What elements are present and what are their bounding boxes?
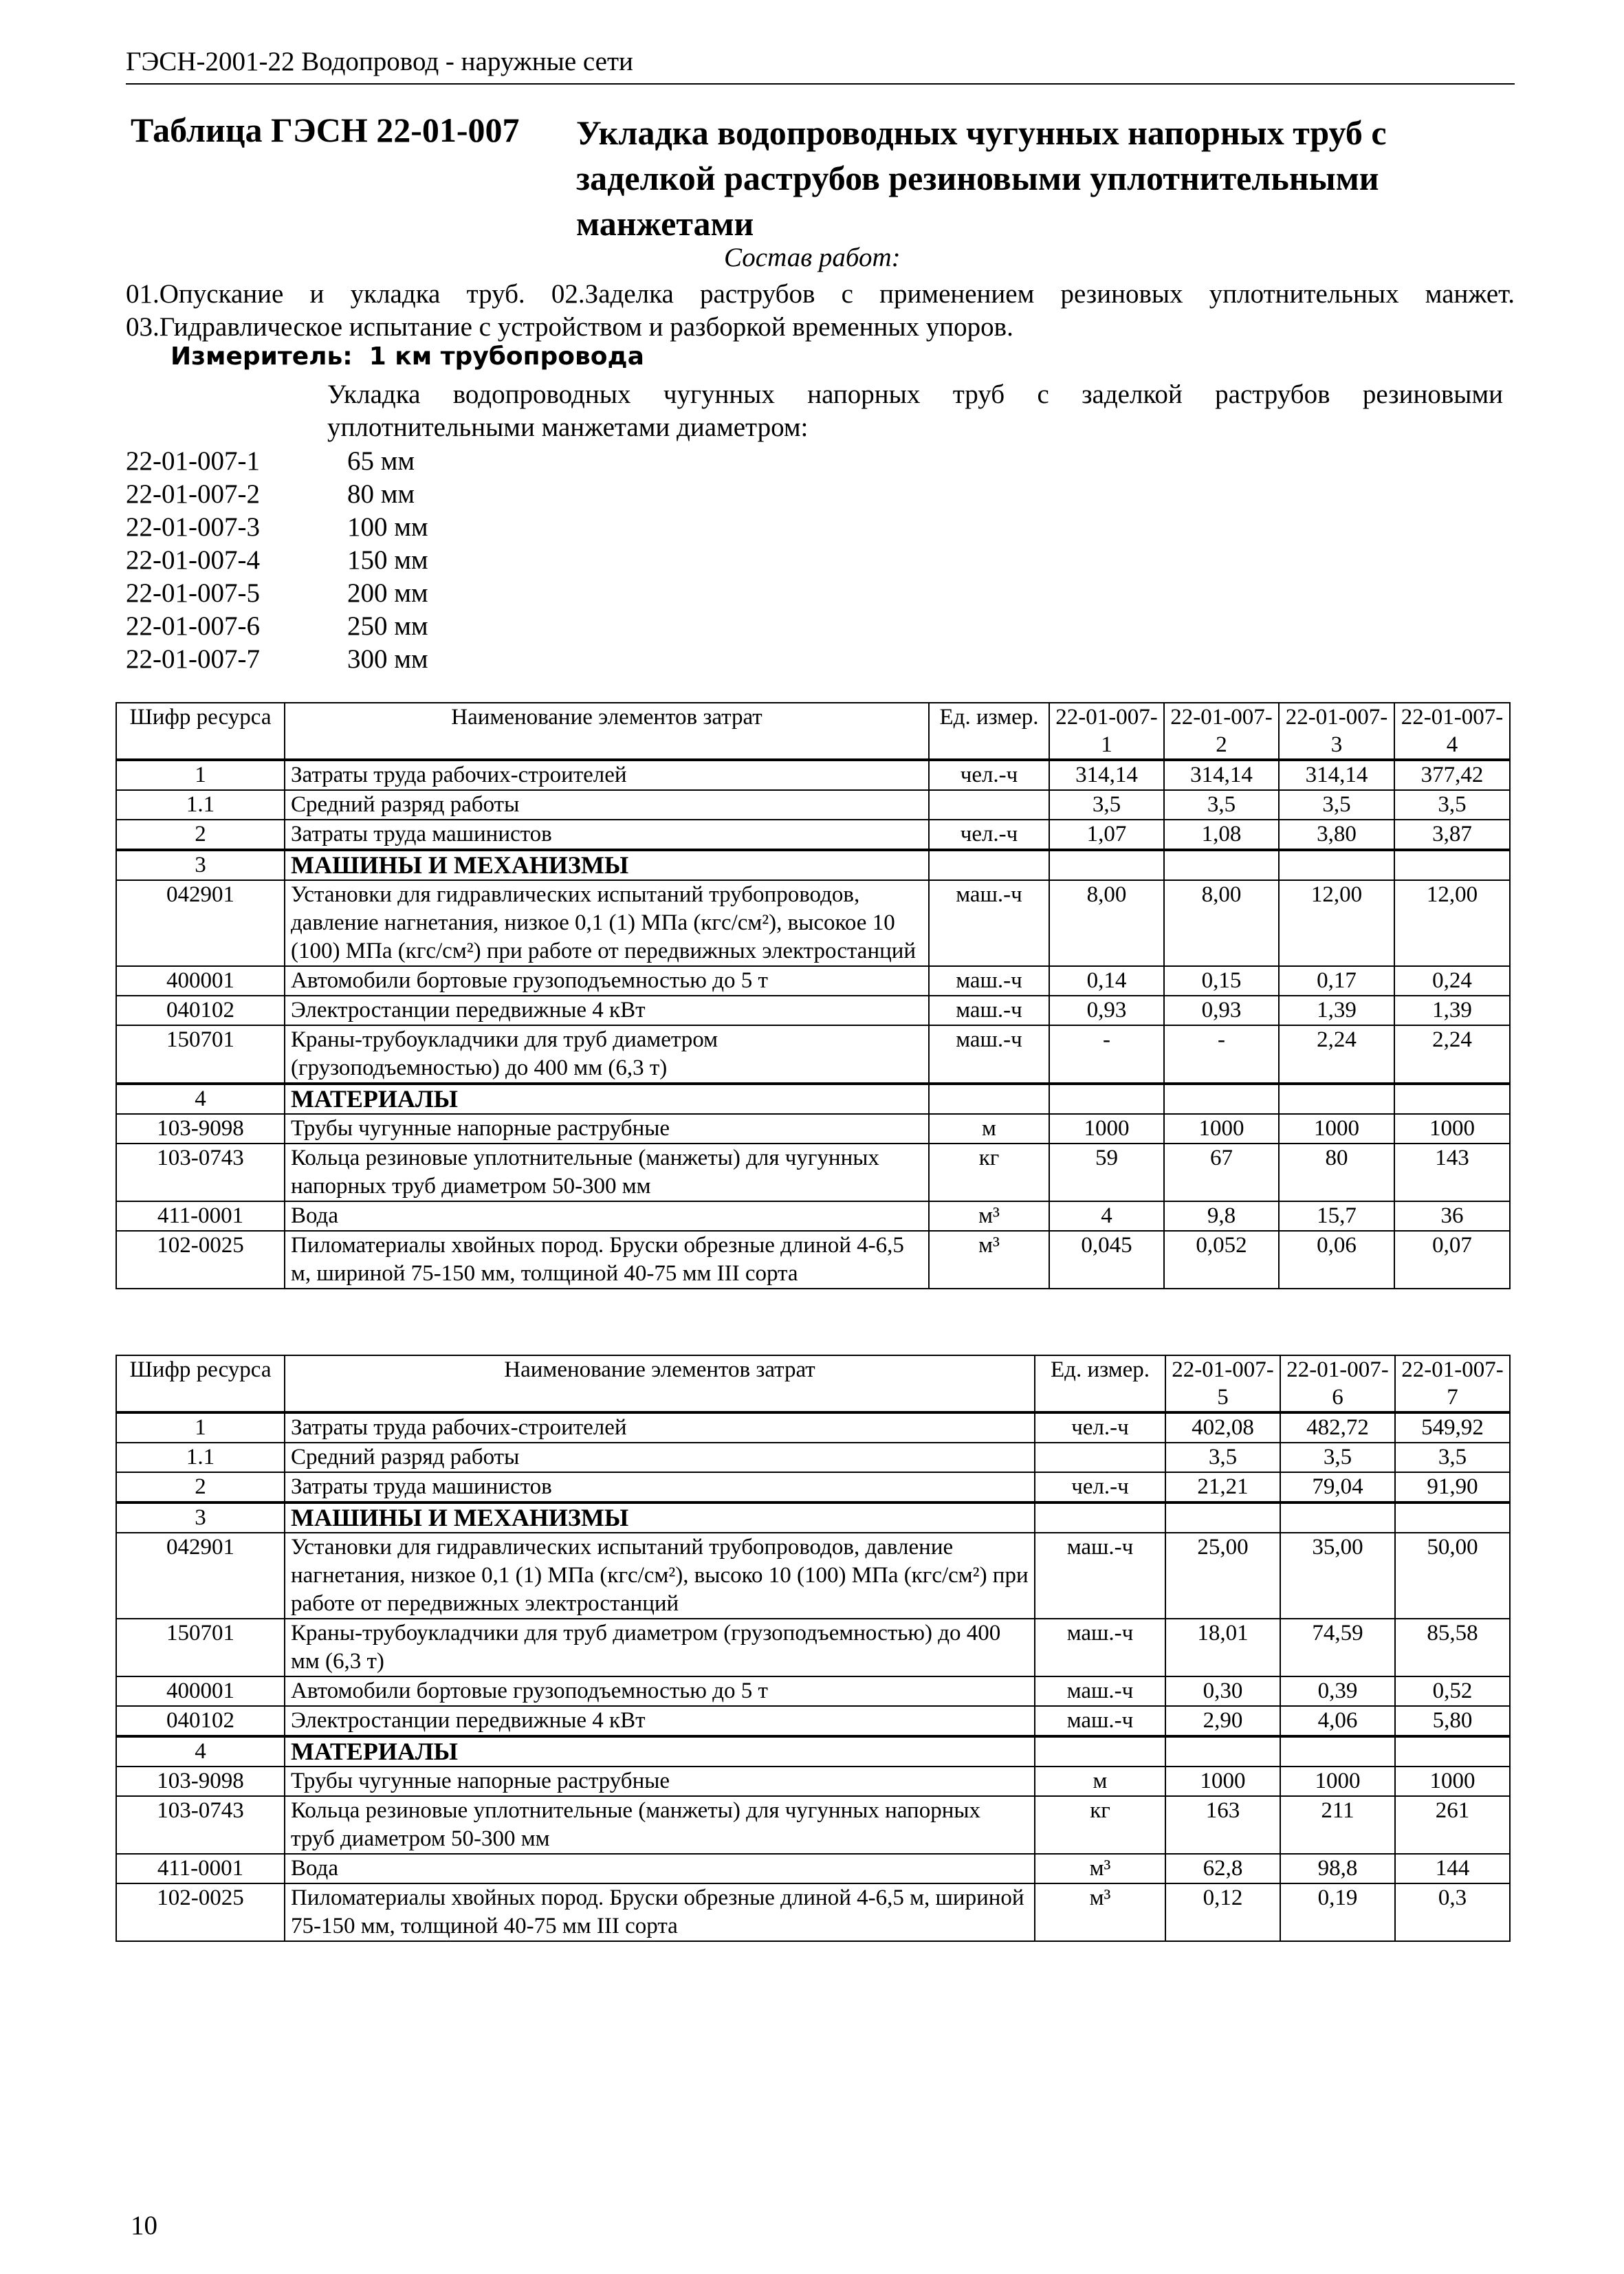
unit-cell: м [1035,1767,1165,1796]
resource-code: 150701 [116,1619,285,1676]
table-row [116,1412,1510,1443]
resource-code: 1.1 [116,790,285,820]
unit-cell [929,850,1049,880]
cost-item-name: Электростанции передвижные 4 кВт [285,996,929,1025]
measure-label: Измеритель: [171,342,353,371]
value-cell: 1000 [1165,1767,1280,1796]
value-cell: 3,5 [1395,1443,1510,1472]
value-cell [1280,1502,1395,1533]
table-row [116,1144,1510,1201]
value-cell: 1,08 [1164,820,1279,850]
value-cell: 3,5 [1164,790,1279,820]
unit-cell: маш.-ч [1035,1706,1165,1736]
table-row [116,760,1510,790]
table-row [116,880,1510,966]
table-row [116,1443,1510,1472]
cost-item-name: МАТЕРИАЛЫ [285,1084,929,1114]
page-number: 10 [131,2211,157,2240]
code-id: 22-01-007-5 [126,578,260,608]
code-id: 22-01-007-7 [126,644,260,674]
cost-item-name: Затраты труда рабочих-строителей [285,760,929,790]
value-cell: 0,17 [1279,966,1394,996]
value-cell: 0,39 [1280,1676,1395,1706]
column-header: Наименование элементов затрат [285,1355,1035,1412]
resource-code: 3 [116,850,285,880]
unit-cell: маш.-ч [1035,1619,1165,1676]
cost-item-name: Установки для гидравлических испытаний трубопроводов, давление нагнетания, низкое 0,1 (1) МПа (кгс/см²), высоко 10 (100) МПа (кгс/см²) при работе от передвижных электростанций [285,1533,1035,1619]
cost-item-name: Краны-трубоукладчики для труб диаметром (грузоподъемностью) до 400 мм (6,3 т) [285,1619,1035,1676]
value-cell: 0,15 [1164,966,1279,996]
composition-heading: Состав работ: [724,243,901,272]
cost-item-name: Автомобили бортовые грузоподъемностью до 5 т [285,1676,1035,1706]
resource-code: 103-9098 [116,1114,285,1144]
cost-item-name: Средний разряд работы [285,1443,1035,1472]
value-cell: 1,39 [1394,996,1510,1025]
code-diameter: 250 мм [347,611,428,641]
table-row [116,1883,1510,1941]
table-row [116,1736,1510,1767]
column-header: Ед. измер. [1035,1355,1165,1412]
resource-code: 102-0025 [116,1231,285,1289]
unit-cell: маш.-ч [929,996,1049,1025]
unit-cell: чел.-ч [1035,1472,1165,1502]
cost-item-name: Трубы чугунные напорные раструбные [285,1767,1035,1796]
table-row [116,1854,1510,1883]
description: Укладка водопроводных чугунных напорных труб с заделкой раструбов резиновыми уплотнительными манжетами диаметром: [327,380,1503,442]
unit-cell: маш.-ч [929,966,1049,996]
value-cell: 0,06 [1279,1231,1394,1289]
table-row [116,1767,1510,1796]
value-cell: 402,08 [1165,1412,1280,1443]
cost-item-name: Кольца резиновые уплотнительные (манжеты) для чугунных напорных труб диаметром 50-300 мм [285,1796,1035,1854]
code-id: 22-01-007-2 [126,479,260,509]
value-cell: 79,04 [1280,1472,1395,1502]
value-cell: 5,80 [1395,1706,1510,1736]
value-cell: 2,24 [1394,1025,1510,1084]
value-cell: 3,5 [1280,1443,1395,1472]
value-cell: 0,045 [1049,1231,1164,1289]
unit-cell: чел.-ч [929,760,1049,790]
resource-code: 040102 [116,996,285,1025]
value-cell: 314,14 [1279,760,1394,790]
value-cell: 1000 [1395,1767,1510,1796]
resource-code: 1 [116,760,285,790]
resource-table-1 [116,702,1511,1289]
resource-code: 103-0743 [116,1144,285,1201]
value-cell: 15,7 [1279,1201,1394,1231]
value-cell: 9,8 [1164,1201,1279,1231]
unit-cell: маш.-ч [1035,1676,1165,1706]
resource-code: 2 [116,1472,285,1502]
value-cell: 8,00 [1049,880,1164,966]
cost-item-name: Автомобили бортовые грузоподъемностью до 5 т [285,966,929,996]
value-cell [1164,850,1279,880]
resource-code: 2 [116,820,285,850]
unit-cell: м³ [929,1201,1049,1231]
value-cell: 1,39 [1279,996,1394,1025]
cost-item-name: Затраты труда машинистов [285,820,929,850]
cost-item-name: Затраты труда машинистов [285,1472,1035,1502]
value-cell [1049,850,1164,880]
value-cell: 1000 [1394,1114,1510,1144]
resource-code: 400001 [116,966,285,996]
unit-cell: чел.-ч [929,820,1049,850]
value-cell [1395,1502,1510,1533]
value-cell: 91,90 [1395,1472,1510,1502]
code-diameter: 200 мм [347,578,428,608]
value-cell: 50,00 [1395,1533,1510,1619]
resource-code: 1 [116,1412,285,1443]
value-cell: 1000 [1280,1767,1395,1796]
value-cell: 3,5 [1394,790,1510,820]
value-cell: 0,93 [1164,996,1279,1025]
unit-cell [1035,1736,1165,1767]
table-row [116,1084,1510,1114]
value-cell: 482,72 [1280,1412,1395,1443]
column-header: 22-01-007-1 [1049,703,1164,760]
column-header: 22-01-007-4 [1394,703,1510,760]
value-cell: 3,5 [1049,790,1164,820]
value-cell: 143 [1394,1144,1510,1201]
value-cell: 0,14 [1049,966,1164,996]
value-cell: 74,59 [1280,1619,1395,1676]
value-cell: 85,58 [1395,1619,1510,1676]
resource-code: 4 [116,1084,285,1114]
value-cell: 0,52 [1395,1676,1510,1706]
table-row [116,1706,1510,1736]
unit-cell: маш.-ч [1035,1533,1165,1619]
value-cell [1164,1084,1279,1114]
resource-code: 042901 [116,1533,285,1619]
unit-cell: кг [929,1144,1049,1201]
resource-code: 103-0743 [116,1796,285,1854]
unit-cell [1035,1443,1165,1472]
resource-code: 411-0001 [116,1201,285,1231]
unit-cell [1035,1502,1165,1533]
table-row [116,820,1510,850]
resource-code: 411-0001 [116,1854,285,1883]
resource-code: 4 [116,1736,285,1767]
measure-line [171,342,644,371]
table-row [116,966,1510,996]
column-header: Наименование элементов затрат [285,703,929,760]
value-cell: 8,00 [1164,880,1279,966]
value-cell: 4,06 [1280,1706,1395,1736]
value-cell [1280,1736,1395,1767]
cost-item-name: Кольца резиновые уплотнительные (манжеты) для чугунных напорных труб диаметром 50-300 мм [285,1144,929,1201]
table-label: Таблица ГЭСН 22-01-007 [131,111,520,149]
resource-code: 1.1 [116,1443,285,1472]
resource-code: 3 [116,1502,285,1533]
value-cell: 1000 [1164,1114,1279,1144]
value-cell: 12,00 [1279,880,1394,966]
value-cell: 144 [1395,1854,1510,1883]
value-cell: 163 [1165,1796,1280,1854]
unit-cell [929,790,1049,820]
value-cell [1165,1736,1280,1767]
value-cell: 18,01 [1165,1619,1280,1676]
value-cell: 25,00 [1165,1533,1280,1619]
table-row [116,1472,1510,1502]
value-cell: 0,12 [1165,1883,1280,1941]
resource-code: 040102 [116,1706,285,1736]
value-cell: - [1164,1025,1279,1084]
unit-cell: чел.-ч [1035,1412,1165,1443]
value-cell: 80 [1279,1144,1394,1201]
unit-cell: м³ [1035,1854,1165,1883]
value-cell: 261 [1395,1796,1510,1854]
value-cell: 0,24 [1394,966,1510,996]
value-cell: 3,5 [1165,1443,1280,1472]
table-row [116,850,1510,880]
measure-value: 1 км трубопровода [369,342,644,371]
code-diameter: 65 мм [347,446,415,476]
value-cell: 1000 [1049,1114,1164,1144]
value-cell: 35,00 [1280,1533,1395,1619]
table-row [116,1231,1510,1289]
value-cell: 1000 [1279,1114,1394,1144]
composition-text: 01.Опускание и укладка труб. 02.Заделка раструбов с применением резиновых уплотнительных манжет. 03.Гидравлическое испытание с устройством и разборкой временных упоров. [126,279,1515,342]
value-cell: - [1049,1025,1164,1084]
unit-cell: м [929,1114,1049,1144]
code-id: 22-01-007-3 [126,512,260,542]
value-cell: 2,90 [1165,1706,1280,1736]
column-header: Ед. измер. [929,703,1049,760]
value-cell [1165,1502,1280,1533]
cost-item-name: Вода [285,1201,929,1231]
value-cell [1049,1084,1164,1114]
table-row [116,1025,1510,1084]
column-header: 22-01-007-2 [1164,703,1279,760]
code-diameter: 300 мм [347,644,428,674]
table-row [116,1676,1510,1706]
cost-item-name: Установки для гидравлических испытаний трубопроводов, давление нагнетания, низкое 0,1 (1) МПа (кгс/см²), высокое 10 (100) МПа (кгс/см²) при работе от передвижных электростанций [285,880,929,966]
resource-code: 102-0025 [116,1883,285,1941]
value-cell: 0,93 [1049,996,1164,1025]
cost-item-name: Трубы чугунные напорные раструбные [285,1114,929,1144]
value-cell: 314,14 [1049,760,1164,790]
table-row [116,1201,1510,1231]
value-cell: 3,87 [1394,820,1510,850]
table-row [116,1619,1510,1676]
value-cell: 0,30 [1165,1676,1280,1706]
value-cell: 0,07 [1394,1231,1510,1289]
cost-item-name: Краны-трубоукладчики для труб диаметром (грузоподъемностью) до 400 мм (6,3 т) [285,1025,929,1084]
value-cell: 62,8 [1165,1854,1280,1883]
value-cell: 3,5 [1279,790,1394,820]
cost-item-name: МАТЕРИАЛЫ [285,1736,1035,1767]
value-cell: 2,24 [1279,1025,1394,1084]
unit-cell: кг [1035,1796,1165,1854]
value-cell [1395,1736,1510,1767]
table-row [116,996,1510,1025]
value-cell: 0,3 [1395,1883,1510,1941]
value-cell [1394,1084,1510,1114]
table-title: Укладка водопроводных чугунных напорных труб с заделкой раструбов резиновыми уплотнительными манжетами [576,113,1387,243]
running-head: ГЭСН-2001-22 Водопровод - наружные сети [126,48,1515,85]
value-cell: 549,92 [1395,1412,1510,1443]
value-cell: 0,052 [1164,1231,1279,1289]
value-cell: 211 [1280,1796,1395,1854]
table-row [116,1114,1510,1144]
cost-item-name: Затраты труда рабочих-строителей [285,1412,1035,1443]
column-header: 22-01-007-7 [1395,1355,1510,1412]
value-cell [1279,1084,1394,1114]
value-cell: 98,8 [1280,1854,1395,1883]
resource-code: 103-9098 [116,1767,285,1796]
value-cell: 36 [1394,1201,1510,1231]
value-cell [1394,850,1510,880]
resource-table-2 [116,1355,1511,1942]
value-cell: 377,42 [1394,760,1510,790]
value-cell: 1,07 [1049,820,1164,850]
value-cell: 0,19 [1280,1883,1395,1941]
code-id: 22-01-007-4 [126,545,260,575]
value-cell: 12,00 [1394,880,1510,966]
value-cell: 4 [1049,1201,1164,1231]
column-header: 22-01-007-3 [1279,703,1394,760]
code-id: 22-01-007-6 [126,611,260,641]
resource-code: 400001 [116,1676,285,1706]
resource-code: 042901 [116,880,285,966]
value-cell: 21,21 [1165,1472,1280,1502]
code-diameter: 80 мм [347,479,415,509]
value-cell: 314,14 [1164,760,1279,790]
unit-cell [929,1084,1049,1114]
column-header: Шифр ресурса [116,1355,285,1412]
table-row [116,1533,1510,1619]
unit-cell: маш.-ч [929,1025,1049,1084]
resource-code: 150701 [116,1025,285,1084]
table-row [116,1502,1510,1533]
cost-item-name: Пиломатериалы хвойных пород. Бруски обрезные длиной 4-6,5 м, шириной 75-150 мм, толщиной 40-75 мм III сорта [285,1231,929,1289]
column-header: 22-01-007-6 [1280,1355,1395,1412]
column-header: 22-01-007-5 [1165,1355,1280,1412]
column-header: Шифр ресурса [116,703,285,760]
table-row [116,1796,1510,1854]
cost-item-name: МАШИНЫ И МЕХАНИЗМЫ [285,850,929,880]
code-id: 22-01-007-1 [126,446,260,476]
unit-cell: м³ [929,1231,1049,1289]
code-diameter: 100 мм [347,512,428,542]
cost-item-name: МАШИНЫ И МЕХАНИЗМЫ [285,1502,1035,1533]
unit-cell: м³ [1035,1883,1165,1941]
value-cell: 67 [1164,1144,1279,1201]
table-row [116,790,1510,820]
cost-item-name: Пиломатериалы хвойных пород. Бруски обрезные длиной 4-6,5 м, шириной 75-150 мм, толщиной 40-75 мм III сорта [285,1883,1035,1941]
cost-item-name: Вода [285,1854,1035,1883]
code-diameter: 150 мм [347,545,428,575]
value-cell: 3,80 [1279,820,1394,850]
cost-item-name: Электростанции передвижные 4 кВт [285,1706,1035,1736]
unit-cell: маш.-ч [929,880,1049,966]
value-cell: 59 [1049,1144,1164,1201]
cost-item-name: Средний разряд работы [285,790,929,820]
value-cell [1279,850,1394,880]
